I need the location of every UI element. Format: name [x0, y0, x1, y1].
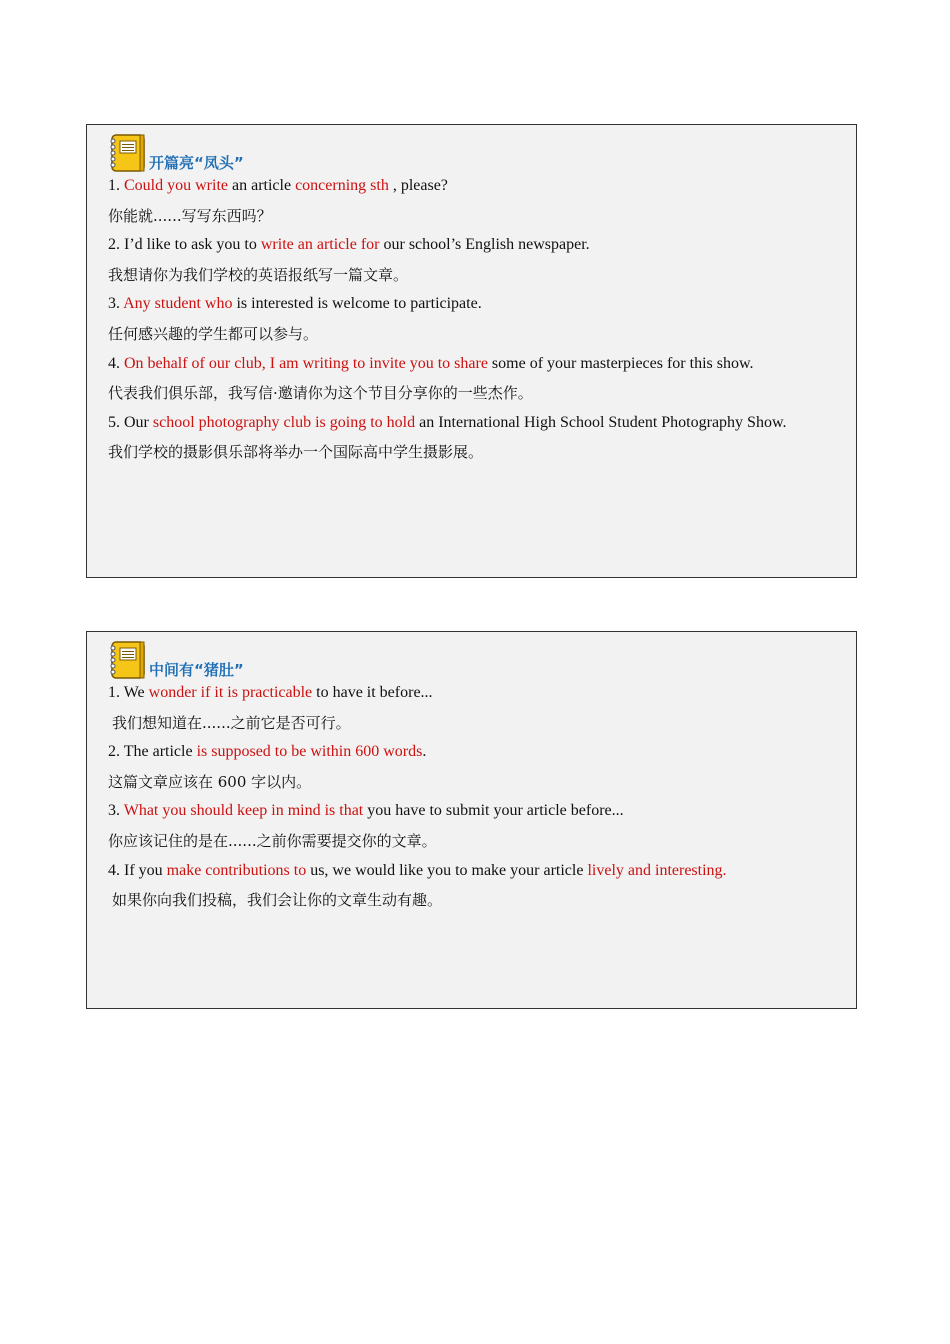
chinese-translation: [108, 831, 846, 861]
sentence-text: is interested is welcome to participate.: [232, 295, 482, 313]
chinese-translation: [108, 713, 846, 743]
tips-panel-opening: [86, 124, 857, 578]
highlighted-phrase: Could you write: [124, 177, 228, 194]
highlighted-phrase: concerning sth: [295, 177, 389, 194]
chinese-translation: [108, 442, 846, 472]
sentence-text: 2. I’d like to ask you to: [108, 236, 261, 254]
english-sentence: [108, 176, 846, 206]
sentence-text: to have it before...: [312, 684, 433, 701]
sentence-list: [108, 683, 846, 920]
english-sentence: [108, 801, 846, 831]
highlighted-phrase: On behalf of our club, I am writing to invite you to share: [124, 354, 488, 372]
sentence-text: an International High School Student Photography Show.: [415, 413, 787, 431]
english-sentence: [108, 413, 846, 443]
highlighted-phrase: write an article for: [260, 236, 380, 254]
highlighted-phrase: school photography club is going to hold: [152, 413, 416, 431]
sentence-text: 你能就......写写东西吗？: [108, 206, 272, 225]
sentence-text: some of your masterpieces for this show.: [487, 354, 754, 372]
sentence-text: 我们想知道在......之前它是否可行。: [112, 713, 351, 732]
highlighted-phrase: wonder if it is practicable: [148, 684, 313, 701]
sentence-text: 你应该记住的是在......之前你需要提交你的文章。: [108, 831, 437, 850]
english-sentence: [108, 294, 846, 324]
sentence-text: .: [422, 743, 427, 761]
sentence-text: 如果你向我们投稿，我们会让你的文章生动有趣。: [112, 891, 443, 910]
english-sentence: [108, 742, 846, 772]
panel-header: [109, 129, 244, 173]
panel-title: 中间有“猪肚”: [149, 661, 244, 679]
sentence-list: [108, 176, 846, 472]
sentence-text: 任何感兴趣的学生都可以参与。: [108, 324, 319, 343]
sentence-text: , please?: [388, 177, 448, 194]
sentence-text: us, we would like you to make your article: [306, 861, 588, 879]
notebook-icon: [109, 640, 147, 680]
sentence-text: 3.: [108, 295, 124, 313]
chinese-translation: [108, 383, 846, 413]
sentence-text: our school’s English newspaper.: [379, 236, 590, 254]
english-sentence: [108, 683, 846, 713]
sentence-text: 代表我们俱乐部，我写信·邀请你为这个节目分享你的一些杰作。: [108, 384, 533, 403]
panel-header: [109, 636, 244, 680]
english-sentence: [108, 235, 846, 265]
tips-panel-body: [86, 631, 857, 1009]
sentence-text: 我们学校的摄影俱乐部将举办一个国际高中学生摄影展。: [108, 443, 484, 462]
sentence-text: 4. If you: [108, 861, 167, 879]
sentence-text: 1.: [108, 177, 124, 194]
sentence-text: 5. Our: [108, 413, 153, 431]
highlighted-phrase: is supposed to be within 600 words: [196, 743, 423, 761]
english-sentence: [108, 354, 846, 384]
sentence-text: 2. The article: [108, 743, 197, 761]
chinese-translation: [108, 206, 846, 236]
chinese-translation: [108, 890, 846, 920]
sentence-text: an article: [228, 177, 296, 194]
highlighted-phrase: Any student who: [123, 295, 233, 313]
sentence-text: 4.: [108, 354, 124, 372]
notebook-icon: [109, 133, 147, 173]
sentence-text: 3.: [108, 802, 124, 820]
sentence-text: you have to submit your article before...: [363, 802, 624, 820]
highlighted-phrase: lively and interesting.: [587, 861, 727, 879]
highlighted-phrase: What you should keep in mind is that: [123, 802, 364, 820]
sentence-text: 1. We: [108, 684, 149, 701]
chinese-translation: [108, 265, 846, 295]
chinese-translation: [108, 324, 846, 354]
highlighted-phrase: make contributions to: [166, 861, 307, 879]
chinese-translation: [108, 772, 846, 802]
english-sentence: [108, 861, 846, 891]
sentence-text: 我想请你为我们学校的英语报纸写一篇文章。: [108, 265, 409, 284]
panel-title: 开篇亮“凤头”: [149, 154, 244, 172]
sentence-text: 这篇文章应该在 600 字以内。: [108, 772, 312, 791]
